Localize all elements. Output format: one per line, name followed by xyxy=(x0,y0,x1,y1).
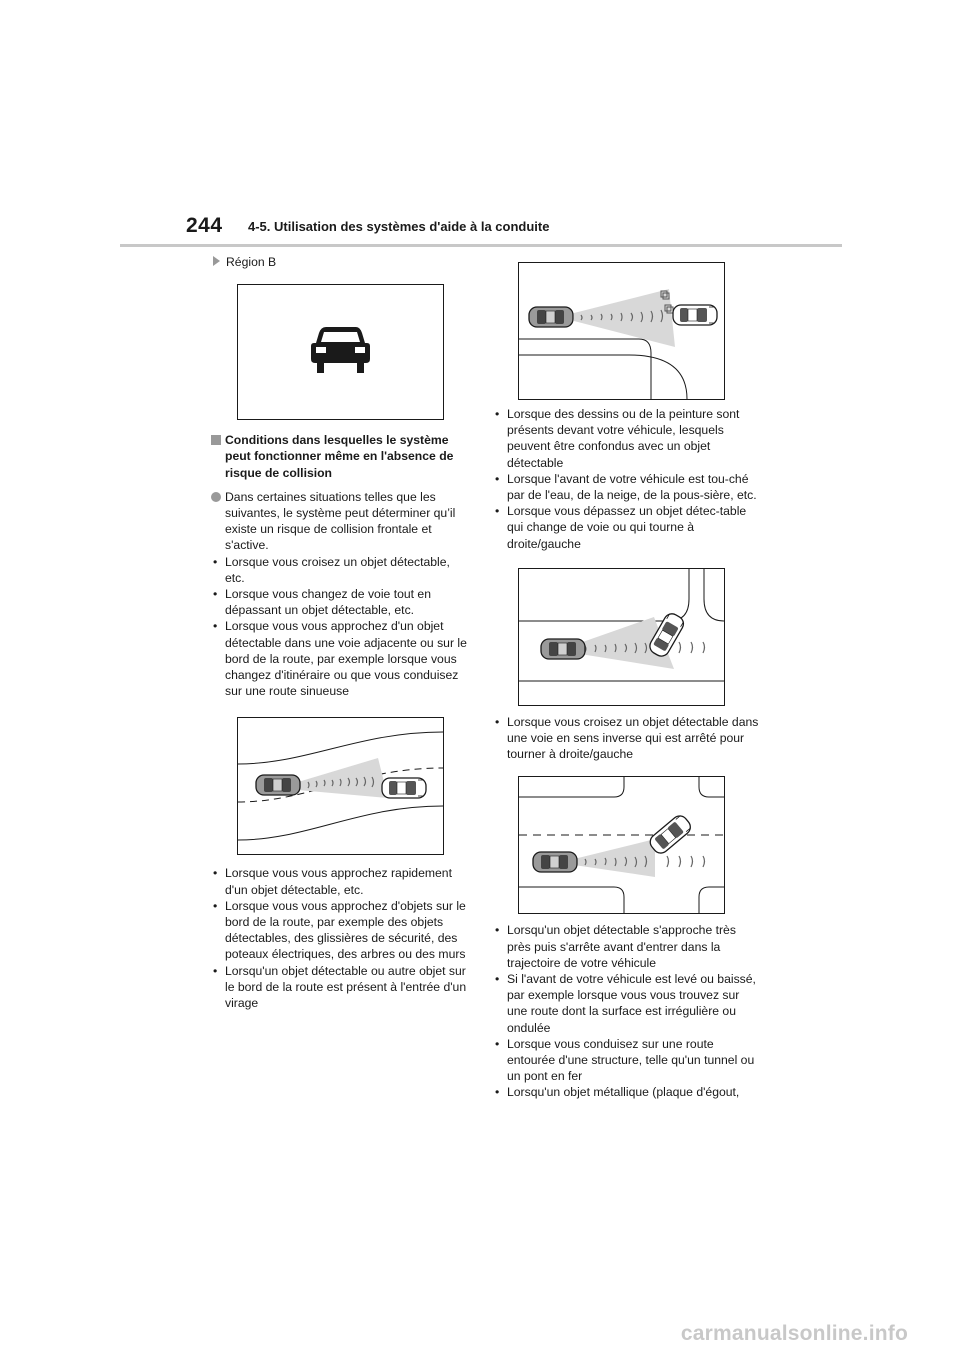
right-column xyxy=(493,262,761,1101)
list-item: • Lorsqu'un objet métallique (plaque d'égout, xyxy=(493,1084,761,1100)
page-number: 244 xyxy=(186,214,223,237)
lane-change-figure xyxy=(518,568,725,706)
list-item: • Lorsque vous croisez un objet détectable, etc. xyxy=(211,554,471,586)
curved-road-figure xyxy=(237,717,444,855)
turning-vehicle-figure xyxy=(518,262,725,400)
own-vehicle-icon xyxy=(541,639,585,659)
own-vehicle-icon xyxy=(256,775,300,795)
triangle-bullet-icon xyxy=(213,256,220,266)
list-item: • Lorsqu'un objet détectable s'approche très près puis s'arrête avant d'entrer dans la trajectoire de votre véhicule xyxy=(493,922,761,971)
vehicle-front-icon xyxy=(238,285,443,419)
list-item: • Lorsque vous conduisez sur une route entourée d'une structure, telle qu'un tunnel ou un pont en fer xyxy=(493,1036,761,1085)
conditions-heading-text: Conditions dans lesquelles le système peut fonctionner même en l'absence de risque de collision xyxy=(225,433,454,480)
detected-vehicle-icon xyxy=(673,305,717,325)
watermark: carmanualsonline.info xyxy=(680,1322,908,1345)
header-rule xyxy=(120,244,842,247)
left-bullets-b xyxy=(211,865,471,1011)
list-item: • Lorsque vous dépassez un objet détec-table qui change de voie ou qui tourne à droite/gauche xyxy=(493,503,761,552)
conditions-heading xyxy=(211,432,471,481)
section-title: 4-5. Utilisation des systèmes d'aide à la conduite xyxy=(248,219,550,234)
oncoming-turn-figure xyxy=(518,776,725,914)
right-bullets-b xyxy=(493,714,761,763)
region-b-label xyxy=(211,254,471,270)
own-vehicle-icon xyxy=(529,307,573,327)
list-item: • Lorsque vous vous approchez d'un objet détectable dans une voie adjacente ou sur le bord de la route, par exemple lorsque vous changez d'itinéraire ou que vous conduisez sur une route sinueuse xyxy=(211,618,471,699)
list-item: • Lorsque l'avant de votre véhicule est tou-ché par de l'eau, de la neige, de la pous-sière, etc. xyxy=(493,471,761,503)
own-vehicle-icon xyxy=(533,852,577,872)
list-item: • Lorsque vous vous approchez d'objets sur le bord de la route, par exemple des objets détectables, des glissières de sécurité, des poteaux électriques, des arbres ou des murs xyxy=(211,898,471,963)
square-bullet-icon xyxy=(211,435,221,445)
circle-bullet-icon xyxy=(211,492,221,502)
list-item: • Lorsque vous vous approchez rapidement d'un objet détectable, etc. xyxy=(211,865,471,897)
list-item: • Lorsque des dessins ou de la peinture sont présents devant votre véhicule, lesquels peuvent être confondus avec un objet détectable xyxy=(493,406,761,471)
right-bullets-c xyxy=(493,922,761,1100)
list-item: • Lorsqu'un objet détectable ou autre objet sur le bord de la route est présent à l'entrée d'un virage xyxy=(211,963,471,1012)
left-bullets-a xyxy=(211,554,471,700)
list-item: • Lorsque vous croisez un objet détectable dans une voie en sens inverse qui est arrêté pour tourner à droite/gauche xyxy=(493,714,761,763)
intro-text: Dans certaines situations telles que les suivantes, le système peut déterminer qu’il existe un risque de collision frontale et s'active. xyxy=(225,489,456,553)
right-bullets-a xyxy=(493,406,761,552)
list-item: • Si l'avant de votre véhicule est levé ou baissé, par exemple lorsque vous vous trouvez sur une route dont la surface est irrégulière ou ondulée xyxy=(493,971,761,1036)
detected-vehicle-icon xyxy=(647,813,694,857)
region-label-text: Région B xyxy=(226,255,277,269)
region-b-figure xyxy=(237,284,444,420)
detected-vehicle-icon xyxy=(382,778,426,798)
intro-item xyxy=(211,489,471,554)
list-item: • Lorsque vous changez de voie tout en dépassant un objet détectable, etc. xyxy=(211,586,471,618)
left-column xyxy=(211,254,471,1011)
